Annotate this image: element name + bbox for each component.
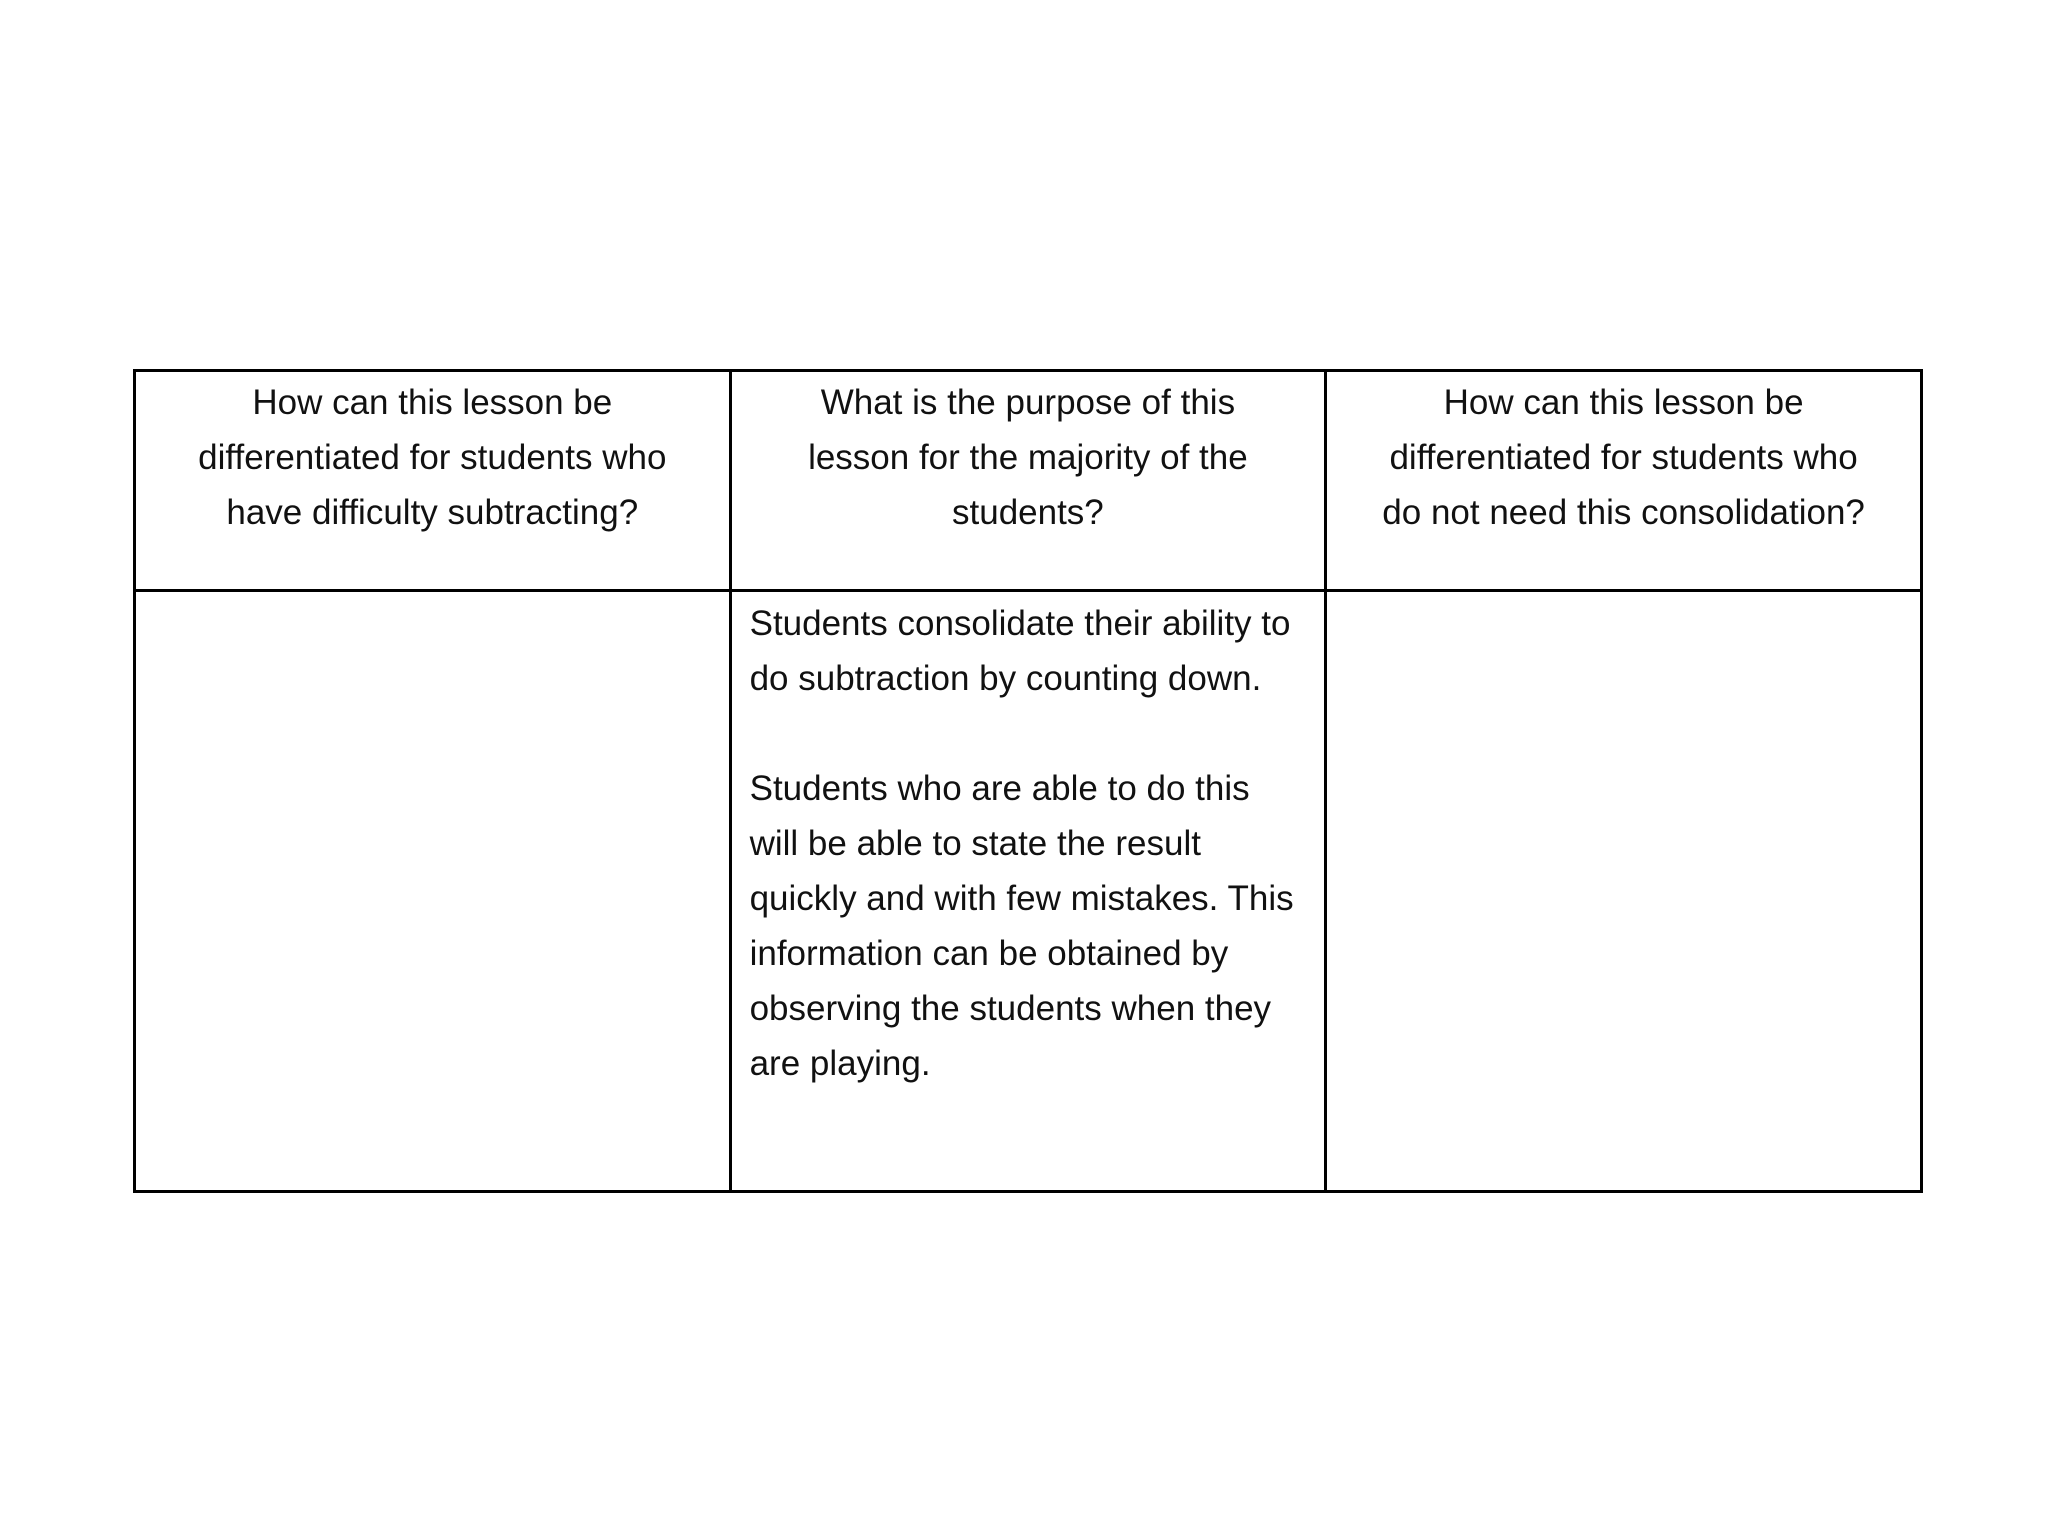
table-row [135,591,1922,1192]
cell-difficulty-subtracting [135,591,731,1192]
purpose-paragraph-observation: Students who are able to do this will be able to state the result quickly and with few mistakes. This information can be obtained by observing the students when they are playing. [749,769,1294,1083]
cell-no-consolidation-needed [1326,591,1922,1192]
header-no-consolidation-needed: How can this lesson be differentiated for students who do not need this consolidation? [1326,371,1922,591]
cell-lesson-purpose [730,591,1326,1192]
table-header-row [135,371,1922,591]
header-lesson-purpose: What is the purpose of this lesson for the majority of the students? [730,371,1326,591]
lesson-differentiation-table [133,369,1923,1193]
header-difficulty-subtracting: How can this lesson be differentiated for students who have difficulty subtracting? [135,371,731,591]
purpose-paragraph-consolidate: Students consolidate their ability to do subtraction by counting down. [749,604,1291,698]
